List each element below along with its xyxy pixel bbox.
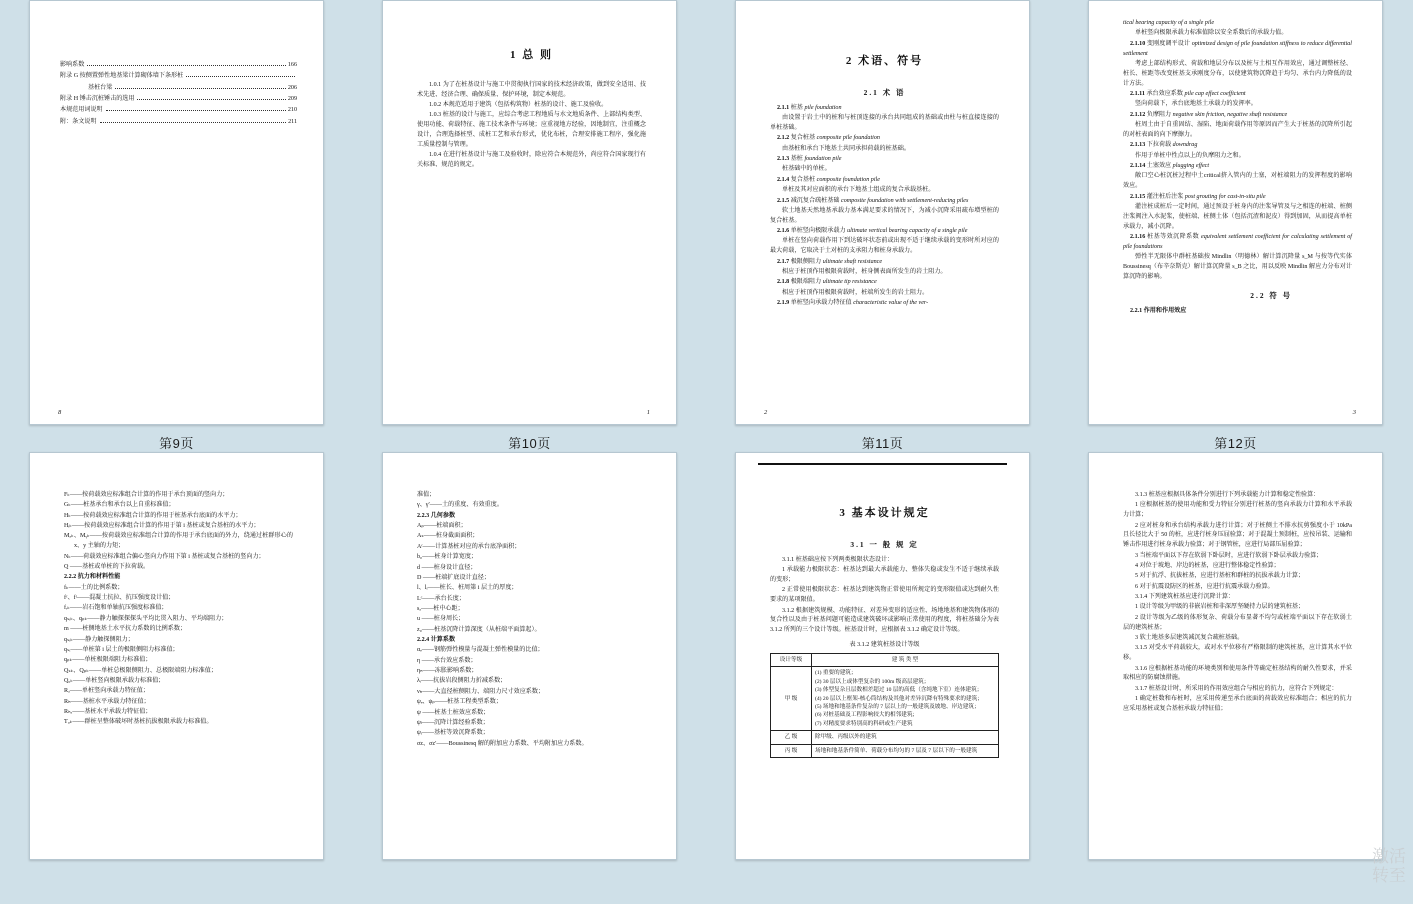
table-header-cell: 设计等级	[771, 654, 812, 667]
toc-entry-label: 基桩台梁	[88, 84, 113, 91]
term-zh: 下拉荷载	[1146, 142, 1172, 149]
symbol-line: qₚₖ——单桩极限端阻力标准值；	[64, 657, 152, 664]
list-item: (4) 20 层以上框架-核心筒结构及其他对差异沉降有特殊要求的建筑；	[815, 695, 983, 702]
design-grade-table	[770, 653, 999, 758]
page-content-10	[417, 19, 646, 400]
toc-leader	[87, 61, 285, 66]
term-en: negative skin friction, negative shaft resistance	[1172, 111, 1288, 118]
clause-paragraph: 2 应对桩身和承台结构承载力进行计算；对于桩侧土不排水抗剪强度小于 10kPa 且长径比大于 50 的桩，应进行桩身压屈验算；对于混凝土预制桩，应按吊装、运输和锤击作用进行桩身承载力验算；对于钢管桩，应进行局部压屈验算；	[1123, 522, 1352, 549]
term-zh: 变刚度调平设计	[1146, 40, 1191, 47]
symbol-line: Nₖ——荷载效应标准组合偏心竖向力作用下第 i 基桩或复合基桩的竖向力；	[64, 553, 265, 560]
symbol-line: u ——桩身周长；	[417, 616, 465, 623]
clause-paragraph: 2 设计等级为乙级的体形复杂、荷载分布显著不均匀或桩端平面以下存在软弱土层的建筑桩基；	[1123, 614, 1352, 631]
clause-paragraph: 1.0.3 桩基的设计与施工，应综合考虑工程地质与水文地质条件、上部结构类型、使用功能、荷载特征、施工技术条件与环境；应重视地方经验，因地制宜，注重概念设计，合理选择桩型、成桩工艺和承台形式，优化布桩，合理安排施工程序，强化施工质量控制与管理。	[417, 112, 646, 148]
term-definition: 敞口空心桩沉桩过程中土critical挤入管内的土塞，对桩端阻力的发挥程度的影响效应。	[1123, 173, 1352, 190]
page-label-10: 第10页	[508, 436, 551, 451]
symbol-line: D ——桩端扩底设计直径；	[417, 574, 490, 581]
term-zh: 承台效应系数	[1146, 91, 1183, 98]
symbol-line: sₐ——桩中心距；	[417, 605, 464, 612]
term-zh: 极限侧阻力	[790, 258, 822, 265]
term-number: 2.1.13	[1130, 142, 1146, 149]
symbol-line: ψₑ、ψₚ——桩基工程类型系数；	[417, 699, 502, 706]
list-item: 除甲级、丙级以外的建筑	[815, 734, 877, 741]
table-cell-grade: 丙 级	[771, 744, 812, 757]
symbol-line: Rₕ——基桩水平承载力特征值；	[64, 698, 150, 705]
term-entry	[770, 197, 999, 227]
term-entry	[1123, 193, 1352, 233]
term-definition: 弹性半无限体中群桩基础按 Mindlin（明德林）解计算沉降量 s_M 与按等代实体 Boussinesq（布辛奈斯克）解计算沉降量 s_B 之比，用以反映 Mindlin 解应力分布对计算沉降的影响。	[1123, 254, 1352, 280]
clause-paragraph: 3.1.5 对受水平荷载较大，或对水平位移有严格限制的建筑桩基，应计算其水平位移。	[1123, 645, 1352, 662]
page-top-rule	[758, 463, 1007, 467]
toc-entry[interactable]	[60, 106, 297, 116]
term-entry	[1123, 40, 1352, 90]
symbol-line: νₕ——大直径桩侧阻力、端阻力尺寸效应系数；	[417, 688, 545, 695]
term-en: ultimate shaft resistance	[822, 258, 883, 265]
term-zh: 桩基等效沉降系数	[1147, 234, 1200, 241]
term-en: pile cap effect coefficient	[1184, 91, 1246, 98]
table-caption: 表 3.1.2 建筑桩基设计等级	[849, 642, 920, 649]
term-en: composite foundation pile	[816, 176, 880, 183]
symbol-line: fᶜ、fᵗ——混凝土抗拉、抗压强度设计值；	[64, 595, 175, 602]
term-number: 2.1.1	[777, 104, 790, 111]
table-cell-types	[812, 744, 999, 757]
term-definition: 桩基础中的单桩。	[782, 166, 831, 173]
term-entry	[1123, 141, 1352, 161]
term-zh: 桩基	[790, 104, 803, 111]
symbol-line: ψᵢ——基桩等效沉降系数；	[417, 730, 489, 737]
term-entry	[1123, 233, 1352, 283]
toc-entry-page: 206	[287, 84, 297, 91]
toc-entry-page: 166	[287, 62, 297, 68]
page-content-9	[60, 19, 297, 400]
toc-entry[interactable]	[60, 95, 297, 105]
term-en-continued: tical bearing capacity of a single pile	[1123, 20, 1215, 26]
term-entry	[1123, 90, 1352, 110]
toc-entry-label: 本规范用词说明	[60, 107, 103, 114]
symbol-line: η ——承台效应系数；	[417, 657, 477, 664]
term-number: 2.1.3	[777, 156, 790, 163]
list-item: (3) 体型复杂且层数相差超过 10 层的高低（含纯地下室）连体建筑；	[815, 687, 983, 694]
page-cell-10[interactable]	[353, 0, 706, 452]
term-en: characteristic value of the ver-	[853, 300, 929, 307]
term-zh: 复合桩基	[790, 135, 816, 142]
term-number: 2.1.2	[777, 135, 790, 142]
page-cell-11[interactable]	[706, 0, 1059, 452]
clause-paragraph: 3 当桩端平面以下存在软弱下卧层时，应进行软弱下卧层承载力验算；	[1135, 552, 1323, 559]
page-sheet-14[interactable]	[382, 452, 677, 860]
clause-paragraph: 4 对位于坡地、岸边的桩基，应进行整体稳定性验算；	[1135, 563, 1280, 570]
term-entry	[770, 278, 999, 298]
symbol-line: Q ——基桩或单桩的下拉荷载。	[64, 564, 150, 571]
term-definition: 作用于单桩中性点以上的负摩阻力之和。	[1135, 152, 1245, 159]
term-en: downdrag	[1172, 142, 1198, 149]
page-content-15	[770, 477, 999, 835]
page-label-12: 第12页	[1214, 436, 1257, 451]
symbol-line: Hᵢₖ——按荷载效应标准组合计算的作用于第 i 基桩或复合基桩的水平力；	[64, 523, 260, 530]
term-entry	[770, 155, 999, 175]
page-cell-15[interactable]	[706, 452, 1059, 904]
list-item: 场地和地基条件简单、荷载分布均匀的 7 层及 7 层以下的一般建筑	[815, 747, 978, 754]
symbol-line: Fₖ——按荷载效应标准组合计算的作用于承台顶面的竖向力；	[64, 492, 229, 498]
toc-leader	[100, 118, 287, 123]
term-zh: 基桩	[790, 156, 803, 163]
symbol-line: Rₕₐ——基桩水平承载力特征值；	[64, 709, 152, 716]
term-number: 2.1.8	[777, 279, 790, 286]
term-definition: 竖向荷载下，承台底地基土承载力的发挥率。	[1135, 101, 1257, 108]
term-en: composite foundation with settlement-reducing piles	[841, 197, 969, 204]
table-cell-grade: 甲 级	[771, 667, 812, 731]
term-definition: 考虑上部结构形式、荷载和地层分布以及桩与土相互作用效应，通过调整桩径、桩长、桩距等改变桩基支承刚度分布，以使建筑物沉降趋于均匀、承台内力降低的设计方法。	[1123, 60, 1352, 87]
toc-leader	[115, 84, 285, 89]
term-entry	[770, 176, 999, 196]
toc-entry-page: 210	[287, 107, 297, 114]
term-en: foundation pile	[804, 156, 842, 163]
page-sheet-15[interactable]	[735, 452, 1030, 860]
page-cell-12[interactable]	[1059, 0, 1412, 452]
symbol-line: qₛᵢₖ——静力触探侧阻力；	[64, 636, 134, 643]
term-en: composite pile foundation	[816, 135, 880, 142]
list-item: (6) 对桩基础及工程影响较大的相邻建筑；	[815, 712, 919, 719]
toc-entry-label: 附录 H 锤击沉桩锤击的选用	[60, 96, 135, 103]
toc-entry-label: 影响系数	[60, 62, 85, 68]
clause-paragraph: 5 对于抗浮、抗拔桩基，应进行基桩和群桩的抗拔承载力计算；	[1135, 573, 1305, 580]
symbol-line: σᴢ、σᴢ′——Boussinesq 解的附加应力系数、平均附加应力系数。	[417, 740, 588, 747]
symbol-group-title: 2.2.4 计算系数	[417, 637, 456, 644]
clause-paragraph: 3 软土地基多层建筑减沉复合疏桩基础。	[1135, 635, 1244, 642]
term-entry	[770, 227, 999, 257]
clause-paragraph: 3.1.2 根据建筑规模、功能特征、对差异变形的适应性、场地地基和建筑物体形的复合性以及由于桩基问题可能造成建筑破坏或影响正常使用的程度，将桩基础分为表 3.1.2 所列的三个设计等级。桩基设计时，应根据表 3.1.2 确定设计等级。	[770, 607, 999, 634]
term-definition: 桩周土由于自重固结、湿陷、地面荷载作用等原因而产生大于桩基的沉降所引起的对桩表面的向下摩擦力。	[1123, 122, 1352, 138]
term-zh: 灌注桩后注浆	[1146, 193, 1184, 200]
page-sheet-13[interactable]	[29, 452, 324, 860]
page-folio: 1	[646, 409, 650, 416]
page-sheet-16[interactable]	[1088, 452, 1383, 860]
term-definition: 单桩及其对应面积的承台下地基土组成的复合承载基桩。	[782, 187, 935, 194]
term-zh: 复合基桩	[790, 176, 816, 183]
symbol-line: Rₐ——单桩竖向承载力特征值；	[64, 688, 149, 695]
table-row	[771, 731, 999, 744]
symbol-line: ψ ——桩基土桩效应系数；	[417, 709, 490, 716]
toc-entry[interactable]	[60, 61, 297, 71]
table-cell-types	[812, 667, 999, 731]
symbol-line: fₖ——土的比例系数；	[64, 584, 124, 591]
term-en: post grouting for cast-in-situ pile	[1184, 193, 1266, 200]
symbol-line: fᵣₖ——岩石饱和单轴抗压强度标准值；	[64, 605, 168, 612]
toc-entry[interactable]	[60, 84, 297, 94]
page-content-12	[1123, 19, 1352, 400]
toc-leader	[186, 72, 295, 77]
page-cell-14[interactable]	[353, 452, 706, 904]
symbol-line: 准值；	[417, 492, 436, 498]
clause-paragraph: 6 对于抗震设防区的桩基，应进行抗震承载力验算。	[1135, 583, 1274, 590]
page-folio: 3	[1352, 409, 1356, 416]
page-sheet-10[interactable]	[382, 0, 677, 425]
clause-paragraph: 2 正常使用极限状态：桩基达到建筑物正常使用所规定的变形限值或达到耐久性要求的某项限值。	[770, 587, 999, 604]
symbol-line: qₛᵢₖ、qₚₖ——静力触探探探头平均比贯入阻力、平均端阻力；	[64, 615, 228, 622]
term-en: plugging effect	[1172, 163, 1210, 170]
page-label-11: 第11页	[861, 436, 904, 451]
term-en: ultimate vertical bearing capacity of a single pile	[847, 228, 968, 235]
symbol-line: Mₓₖ、Mᵧₖ——按荷载效应标准组合计算的作用于承台底面的外力，绕通过桩群形心的 x、y 主轴的力矩；	[64, 533, 293, 550]
term-definition: 相应于桩顶作用极限荷载时，桩端所发生的岩土阻力。	[782, 289, 929, 296]
list-item: (1) 重要的建筑；	[815, 670, 857, 677]
section-title: 2.1 术 语	[863, 87, 906, 97]
page-cell-13[interactable]	[0, 452, 353, 904]
toc-entry-label: 附录 G 按侧置弹性地基梁计算砌体墙下条形桩	[60, 73, 184, 80]
clause-paragraph: 3.1.6 应根据桩基功能的环境类别和使用条件等确定桩基结构的耐久性要求，并采取相应的防腐蚀措施。	[1123, 665, 1352, 682]
term-en: equivalent settlement coefficient for calculating settlement of pile foundations	[1123, 234, 1352, 250]
page-content-11	[770, 19, 999, 400]
symbol-line: Aᶜ——计算基桩对应的承台底净面积；	[417, 543, 521, 550]
table-row	[771, 744, 999, 757]
chapter-title: 3 基本设计规定	[839, 507, 930, 519]
symbol-line: ψₗ——沉降计算经验系数；	[417, 719, 489, 726]
symbol-line: ηₙ——冻胀影响系数；	[417, 668, 478, 675]
term-entry	[770, 134, 999, 154]
symbol-line: Lᶜ——承台长度；	[417, 595, 465, 602]
term-en: optimized design of pile foundation stiffness to reduce differential settlement	[1123, 40, 1352, 57]
symbol-line: γ、γ′——土的重度、有效重度。	[417, 502, 503, 509]
clause-paragraph: 1 承载能力极限状态：桩基达到最大承载能力、整体失稳或发生不适于继续承载的变形；	[770, 567, 999, 584]
page-cell-9[interactable]	[0, 0, 353, 452]
list-item: (5) 场地和地基条件复杂的 7 层以上的一般建筑及坡地、岸边建筑；	[815, 703, 980, 710]
term-definition: 灌注桩成桩后一定时间，通过预设于桩身内的注浆导管及与之相连的桩端、桩侧注浆阀注入水泥浆，使桩端、桩侧土体（包括沉渣和泥皮）得到加固，从而提高单桩承载力，减小沉降。	[1123, 203, 1352, 230]
symbol-line: Hₖ——按荷载效应标准组合计算的作用于桩基承台底面的水平力；	[64, 512, 242, 519]
term-zh: 减沉复合疏桩基础	[790, 197, 840, 204]
page-label-9: 第9页	[159, 436, 194, 451]
section-title: 2.2 符 号	[1250, 290, 1292, 300]
term-number: 2.1.10	[1130, 40, 1146, 47]
clause-paragraph: 1 应根据桩基的使用功能和受力特征分别进行桩基的竖向承载力计算和水平承载力计算；	[1123, 502, 1352, 519]
symbol-group-title: 2.2.3 几何参数	[417, 512, 456, 519]
toc-entry-page: 209	[287, 96, 297, 103]
term-number: 2.1.9	[777, 300, 790, 307]
term-zh: 负摩阻力	[1146, 111, 1172, 118]
clause-paragraph: 1.0.1 为了在桩基设计与施工中贯彻执行国家的技术经济政策，做到安全适用、技术先进、经济合理、确保质量、保护环境，制定本规范。	[417, 81, 646, 98]
page-folio: 2	[764, 409, 768, 416]
symbol-line: Aₚ——桩端面积；	[417, 523, 467, 530]
symbol-line: Aₛ——桩身截面面积；	[417, 533, 479, 540]
term-definition: 由设置于岩土中的桩和与桩顶连接的承台共同组成的基础或由柱与桩直接连接的单桩基础。	[770, 115, 999, 132]
symbol-line: d ——桩身设计直径；	[417, 564, 477, 571]
toc-entry[interactable]	[60, 72, 297, 82]
term-entry	[770, 258, 999, 278]
term-en: ultimate tip resistance	[822, 279, 877, 286]
term-zh: 土塞效应	[1146, 163, 1172, 170]
clause-paragraph: 3.1.4 下列建筑桩基应进行沉降计算：	[1135, 594, 1235, 601]
symbol-line: Gₖ——桩基承台和承台以上自重标准值；	[64, 502, 175, 509]
page-sheet-11[interactable]	[735, 0, 1030, 425]
activation-watermark: 激活 转至	[1372, 846, 1406, 886]
term-definition: 由基桩和承台下地基土共同承担荷载的桩基础。	[782, 145, 910, 152]
symbol-line: λᵢ——抗拔岩段侧阻力折减系数；	[417, 678, 507, 685]
term-number: 2.1.15	[1130, 193, 1146, 200]
term-definition: 单桩竖向极限承载力标准值除以安全系数后的承载力值。	[1135, 30, 1288, 37]
term-entry	[770, 299, 999, 309]
term-definition: 单桩在竖向荷载作用下到达破坏状态前或出现不适于继续承载的变形时所对应的最大荷载，它取决于土对桩的支承阻力和桩身承载力。	[770, 238, 999, 255]
section-title: 3.1 一 般 规 定	[850, 539, 919, 549]
clause-paragraph: 1.0.2 本规范适用于建筑（包括构筑物）桩基的设计、施工及验收。	[429, 102, 608, 109]
table-cell-grade: 乙 级	[771, 731, 812, 744]
symbol-line: z₀——桩基沉降计算深度（从桩端平面算起）。	[417, 626, 541, 633]
symbol-line: Tᵤₖ——群桩呈整体破坏时基桩抗拔极限承载力标准值。	[64, 719, 213, 726]
term-number: 2.1.16	[1130, 234, 1146, 241]
clause-paragraph: 1.0.4 在进行桩基设计与施工及验收时，除应符合本规范外，尚应符合国家现行有关标准、规范的规定。	[417, 152, 646, 169]
table-row	[771, 667, 999, 731]
term-definition: 软土地基天然地基承载力基本满足要求的情况下，为减小沉降采用疏布增型桩的复合桩基。	[770, 207, 999, 224]
symbol-line: l、lᵢ——桩长、桩周第 i 层土的厚度；	[417, 585, 518, 592]
term-zh: 单桩竖向极限承载力	[790, 228, 846, 235]
term-entry	[1123, 111, 1352, 141]
term-entry	[1123, 162, 1352, 192]
term-number: 2.1.5	[777, 197, 790, 204]
term-entry	[770, 104, 999, 134]
symbol-line: Qₛₖ、Qₚₖ——单桩总极限侧阻力、总极限端阻力标准值；	[64, 667, 217, 674]
page-sheet-9[interactable]	[29, 0, 324, 425]
toc-leader	[137, 95, 285, 100]
term-number: 2.1.6	[777, 228, 790, 235]
symbol-line: qₛᵢ——单桩第 i 层土的极限侧阻力标准值；	[64, 646, 179, 653]
term-en: pile foundation	[804, 104, 842, 111]
symbol-line: b₀——桩身计算宽度；	[417, 554, 478, 561]
page-folio: 8	[58, 409, 62, 416]
toc-entry-page: 211	[288, 118, 297, 125]
term-definition: 相应于桩顶作用极限荷载时，桩身侧表面所发生的岩土阻力。	[782, 269, 947, 276]
symbol-group-title: 2.2.2 抗力和材料性能	[64, 574, 121, 581]
toc-entry[interactable]	[60, 118, 297, 128]
page-content-14	[417, 491, 646, 835]
page-cell-16[interactable]	[1059, 452, 1412, 904]
page-content-13	[64, 491, 293, 835]
table-header-row	[771, 654, 999, 667]
chapter-title: 2 术语、符号	[845, 55, 924, 67]
term-number: 2.1.4	[777, 176, 790, 183]
list-item: (2) 30 层以上或体型复杂的 100m 级高层建筑；	[815, 678, 930, 685]
chapter-title: 1 总 则	[510, 49, 553, 61]
term-zh: 单桩竖向承载力特征值	[790, 300, 852, 307]
clause-paragraph: 1 设计等级为甲级的非嵌岩桩和非深厚坚硬持力层的建筑桩基；	[1135, 604, 1305, 611]
clause-paragraph: 1 确定桩数和布桩时，应采用传递至承台底面的荷载效应标准组合；相应的抗力应采用基桩或复合基桩承载力特征值；	[1123, 696, 1352, 713]
toc-entry-label: 附：条文说明	[60, 118, 97, 125]
page-content-16	[1123, 491, 1352, 835]
section-item: 2.2.1 作用和作用效应	[1130, 307, 1187, 314]
page-sheet-12[interactable]	[1088, 0, 1383, 425]
term-number: 2.1.7	[777, 258, 790, 265]
term-zh: 极限端阻力	[790, 279, 822, 286]
clause-paragraph: 3.1.3 桩基应根据具体条件分别进行下列承载能力计算和稳定性验算：	[1135, 492, 1320, 498]
toc-leader	[106, 106, 286, 111]
symbol-line: Qᵤₖ——单桩竖向极限承载力标准值；	[64, 677, 165, 684]
term-number: 2.1.11	[1130, 91, 1145, 98]
term-number: 2.1.14	[1130, 163, 1146, 170]
clause-paragraph: 3.1.1 桩基础应按下列两类极限状态设计：	[782, 556, 894, 563]
symbol-line: m ——桩侧地基土水平抗力系数的比例系数；	[64, 626, 187, 633]
table-cell-types	[812, 731, 999, 744]
table-header-cell: 建 筑 类 型	[812, 654, 999, 667]
list-item: (7) 对精度要求特别高的科研或生产建筑	[815, 720, 913, 727]
term-number: 2.1.12	[1130, 111, 1146, 118]
symbol-line: αₑ——钢筋弹性模量与混凝土弹性模量的比值；	[417, 647, 544, 654]
clause-paragraph: 3.1.7 桩基设计时，所采用的作用效应组合与相应的抗力，应符合下列规定：	[1135, 685, 1338, 692]
